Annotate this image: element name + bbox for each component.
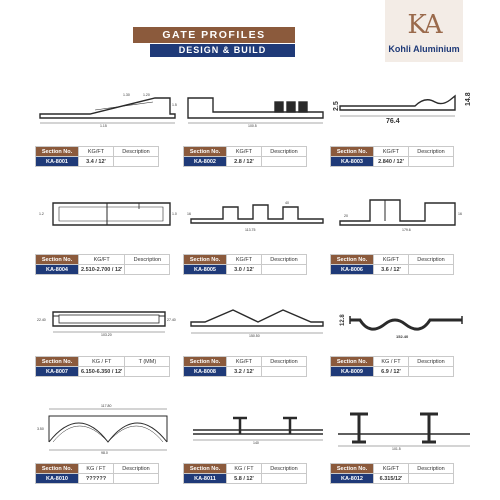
spec-table-ka-8006 — [330, 254, 454, 275]
dim-label: 1.30 — [123, 93, 130, 97]
kg-header: KG / FT — [374, 357, 409, 367]
desc-header: Description — [409, 255, 454, 265]
profile-drawing-ka-8011 — [183, 408, 328, 453]
profile-drawing-ka-8012 — [330, 408, 475, 453]
kg-header: KG/FT — [374, 255, 409, 265]
dim-label: 27.40 — [167, 318, 176, 322]
dim-label: 16 — [187, 212, 191, 216]
kg-header: KG/FT — [374, 147, 409, 157]
dim-label: 100.5 — [248, 124, 257, 128]
desc-header: Description — [409, 147, 454, 157]
kg-value: 2.8 / 12' — [227, 157, 262, 167]
description-value — [262, 157, 307, 167]
section-no: KA-8009 — [331, 367, 374, 377]
dim-label: 12.8 — [340, 314, 346, 326]
section-no: KA-8007 — [36, 367, 79, 377]
profile-drawing-ka-8002 — [183, 88, 328, 128]
desc-header: Description — [262, 255, 307, 265]
spec-table-ka-8011 — [183, 463, 307, 484]
kg-value: 3.2 / 12' — [227, 367, 262, 377]
desc-header: Description — [262, 147, 307, 157]
spec-table-ka-8003 — [330, 146, 454, 167]
page-title: GATE PROFILES — [133, 27, 295, 43]
desc-header: Description — [262, 357, 307, 367]
dim-label: 40 — [285, 201, 289, 205]
dim-label: 1.15 — [100, 124, 107, 128]
section-header: Section No. — [331, 357, 374, 367]
section-no: KA-8004 — [36, 265, 79, 275]
profile-drawing-ka-8007 — [35, 302, 180, 342]
section-header: Section No. — [331, 255, 374, 265]
profile-drawing-ka-8003 — [330, 88, 475, 128]
description-value — [409, 157, 454, 167]
kg-value: 6.150-6.350 / 12' — [79, 367, 125, 377]
spec-table-ka-8007 — [35, 356, 170, 377]
kg-value: 6.9 / 12' — [374, 367, 409, 377]
description-value — [409, 474, 454, 484]
desc-header: Description — [125, 255, 170, 265]
desc-header: Description — [114, 464, 159, 474]
desc-header: Description — [114, 147, 159, 157]
kg-header: KG / FT — [79, 357, 125, 367]
section-no: KA-8011 — [184, 474, 227, 484]
kg-header: KG / FT — [79, 464, 114, 474]
kg-header: KG/FT — [227, 255, 262, 265]
kg-value: 6.315/12' — [374, 474, 409, 484]
kg-header: KG/FT — [227, 357, 262, 367]
kg-header: KG/FT — [227, 147, 262, 157]
section-no: KA-8012 — [331, 474, 374, 484]
profile-drawing-ka-8005 — [183, 195, 328, 235]
description-value — [114, 157, 159, 167]
kg-header: KG / FT — [227, 464, 262, 474]
dim-label: 76.4 — [386, 118, 400, 125]
section-header: Section No. — [36, 255, 79, 265]
spec-table-ka-8008 — [183, 356, 307, 377]
profile-drawing-ka-8010 — [35, 402, 180, 457]
dim-label: 1.20 — [143, 93, 150, 97]
section-header: Section No. — [184, 357, 227, 367]
dim-label: 101.5 — [392, 447, 401, 451]
desc-header: Description — [409, 357, 454, 367]
dim-label: 2.5 — [333, 101, 340, 111]
dim-label: 98.0 — [101, 451, 108, 455]
dim-label: 3.50 — [37, 427, 44, 431]
section-no: KA-8002 — [184, 157, 227, 167]
page-subtitle: DESIGN & BUILD — [150, 44, 295, 57]
profile-drawing-ka-8009 — [330, 302, 475, 342]
section-no: KA-8006 — [331, 265, 374, 275]
section-no: KA-8010 — [36, 474, 79, 484]
kg-header: KG/FT — [79, 147, 114, 157]
dim-label: 140 — [253, 441, 259, 445]
kg-header: KG/FT — [374, 464, 409, 474]
dim-label: 1.2 — [39, 212, 44, 216]
dim-label: 20 — [344, 214, 348, 218]
section-header: Section No. — [331, 147, 374, 157]
dim-label: 179.6 — [402, 228, 411, 232]
spec-table-ka-8009 — [330, 356, 454, 377]
brand-monogram: KA — [407, 10, 441, 40]
description-value — [262, 367, 307, 377]
dim-label: 117.80 — [101, 404, 112, 408]
description-value — [409, 367, 454, 377]
section-no: KA-8003 — [331, 157, 374, 167]
desc-header: Description — [409, 464, 454, 474]
kg-value: ?????? — [79, 474, 114, 484]
brand-logo — [385, 0, 463, 62]
section-header: Section No. — [36, 464, 79, 474]
spec-table-ka-8004 — [35, 254, 170, 275]
section-header: Section No. — [36, 357, 79, 367]
desc-header: T (MM) — [125, 357, 170, 367]
section-no: KA-8008 — [184, 367, 227, 377]
dim-label: 14.8 — [465, 92, 472, 106]
section-header: Section No. — [184, 255, 227, 265]
spec-table-ka-8005 — [183, 254, 307, 275]
description-value — [262, 265, 307, 275]
section-no: KA-8005 — [184, 265, 227, 275]
kg-value: 2.840 / 12' — [374, 157, 409, 167]
dim-label: 1.5 — [172, 103, 177, 107]
description-value — [125, 367, 170, 377]
profile-drawing-ka-8001 — [35, 88, 180, 128]
dim-label: 152.40 — [396, 334, 409, 339]
dim-label: 113.75 — [245, 228, 256, 232]
kg-value: 3.4 / 12' — [79, 157, 114, 167]
description-value — [409, 265, 454, 275]
section-header: Section No. — [184, 464, 227, 474]
profile-drawing-ka-8004 — [35, 195, 180, 235]
spec-table-ka-8010 — [35, 463, 159, 484]
description-value — [262, 474, 307, 484]
brand-name: Kohli Aluminium — [388, 44, 460, 54]
profile-drawing-ka-8008 — [183, 302, 328, 342]
kg-value: 3.0 / 12' — [227, 265, 262, 275]
dim-label: 150.50 — [249, 334, 260, 338]
kg-header: KG/FT — [79, 255, 125, 265]
section-header: Section No. — [36, 147, 79, 157]
kg-value: 5.8 / 12' — [227, 474, 262, 484]
description-value — [114, 474, 159, 484]
kg-value: 3.6 / 12' — [374, 265, 409, 275]
kg-value: 2.510-2.700 / 12' — [79, 265, 125, 275]
section-header: Section No. — [184, 147, 227, 157]
dim-label: 22.40 — [37, 318, 46, 322]
profile-drawing-ka-8006 — [330, 195, 475, 235]
dim-label: 1.0 — [172, 212, 177, 216]
description-value — [125, 265, 170, 275]
section-header: Section No. — [331, 464, 374, 474]
spec-table-ka-8012 — [330, 463, 454, 484]
section-no: KA-8001 — [36, 157, 79, 167]
dim-label: 103.20 — [101, 333, 112, 337]
dim-label: 16 — [458, 212, 462, 216]
desc-header: Description — [262, 464, 307, 474]
spec-table-ka-8002 — [183, 146, 307, 167]
spec-table-ka-8001 — [35, 146, 159, 167]
